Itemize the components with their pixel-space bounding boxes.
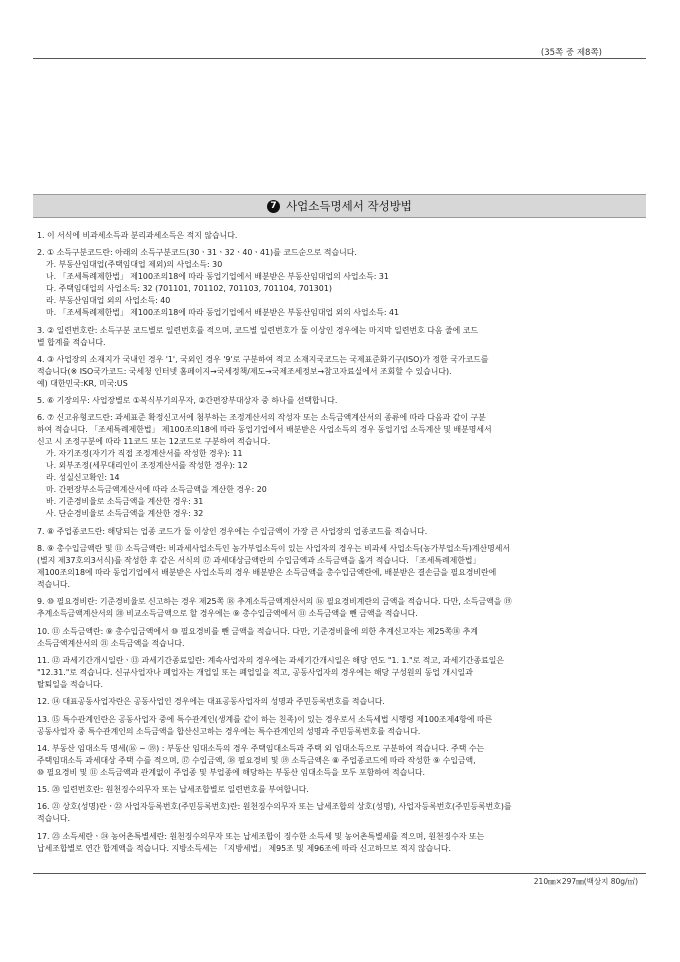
instruction-text: 3. ② 일련번호란: 소득구분 코드별로 일련번호를 적으며, 코드별 일련번호가 둘 이상인 경우에는 마지막 일련번호 다음 줄에 코드 [37,325,479,335]
instruction-subitem: 나. 외부조정(세무대리인이 조정계산서를 작성한 경우): 12 [46,461,248,471]
section-title: 사업소득명세서 작성방법 [286,199,412,213]
instruction-text: 하여 적습니다. 「조세특례제한법」 제100조의18에 따라 동업기업에서 배분받은 사업소득의 경우 동업기업 소득계산 및 배분명세서 [37,425,492,435]
instruction-text: 공동사업자 중 특수관계인의 소득금액을 합산신고하는 경우에는 특수관계인의 성명과 주민등록번호를 적습니다. [37,726,421,736]
instruction-subitem: 가. 자기조정(자기가 직접 조정계산서를 작성한 경우): 11 [46,449,243,459]
instruction-text: 8. ⑨ 총수입금액란 및 ⑪ 소득금액란: 비과세사업소득인 농가부업소득이 있는 사업자의 경우는 비과세 사업소득(농가부업소득)계산명세서 [37,544,511,554]
instruction-item [37,526,641,538]
instruction-text: 1. 이 서식에 비과세소득과 분리과세소득은 적지 않습니다. [37,231,238,240]
instruction-subitem: 마. 간편장부소득금액계산서에 따라 소득금액을 계산한 경우: 20 [46,485,267,495]
instruction-item [37,354,641,390]
instruction-text: 2. ① 소득구분코드란: 아래의 소득구분코드(30ㆍ31ㆍ32ㆍ40ㆍ41)를 코드순으로 적습니다. [37,248,357,258]
instruction-subitem: 다. 주택임대업의 사업소득: 32 (701101, 701102, 701103, 701104, 701301) [46,284,332,294]
instruction-text: (별지 제37호의3서식)를 작성한 후 같은 서식의 ⑰ 과세대상금액란의 수입금액과 소득금액을 옮겨 적습니다. 「조세특례제한법」 [37,556,481,566]
instruction-text: 6. ⑦ 신고유형코드란: 과세표준 확정신고서에 첨부하는 조정계산서의 작성자 또는 소득금액계산서의 종류에 따라 다음과 같이 구분 [37,413,486,423]
instruction-item [37,784,641,796]
instruction-text: 주택임대소득 과세대상 주택 수를 적으며, ⑰ 수입금액, ⑱ 필요경비 및 ⑲ 소득금액은 ⑧ 주업종코드에 따라 작성한 ⑨ 수입금액, [37,755,476,765]
instruction-item [37,412,641,520]
section-header [33,194,646,218]
instruction-text: 14. 부동산 임대소득 명세(⑯ ~ ⑲) : 부동산 임대소득의 경우 주택임대소득과 주택 외 임대소득으로 구분하여 적습니다. 주택 수는 [37,743,485,753]
instruction-item [37,743,641,779]
footer-divider [33,873,646,874]
instruction-text: 10. ⑪ 소득금액란: ⑨ 총수입금액에서 ⑩ 필요경비를 뺀 금액을 적습니다. 다만, 기준경비율에 의한 추계신고자는 제25쪽⑱ 추계 [37,626,478,636]
instruction-text: 예) 대한민국:KR, 미국:US [37,378,128,388]
instruction-subitem: 가. 부동산임대업(주택임대업 제외)의 사업소득: 30 [46,260,223,270]
instruction-text: "12.31."로 적습니다. 신규사업자나 폐업자는 개업일 또는 폐업일을 적고, 공동사업자의 경우에는 해당 구성원의 동업 개시일과 [37,667,473,677]
instruction-item [37,801,641,825]
instructions-list [37,230,641,860]
instruction-text: 탈퇴일을 적습니다. [37,679,103,689]
instruction-item [37,696,641,708]
instruction-text: 적습니다. [37,814,70,824]
section-number-badge: 7 [267,200,280,213]
instruction-text: 신고 시 조정구분에 따라 11코드 또는 12코드로 구분하여 적습니다. [37,437,271,447]
instruction-text: 제100조의18에 따라 동업기업에서 배분받은 사업소득의 경우 배분받은 소득금액을 총수입금액란에, 배분받은 결손금을 필요경비란에 [37,568,497,578]
instruction-text: 적습니다(※ ISO국가코드: 국세청 인터넷 홈페이지→국세정책/제도→국제조세정보→참고자료실에서 조회할 수 있습니다). [37,366,452,376]
instruction-text: 17. ㉓ 소득세란ㆍ㉔ 농어촌특별세란: 원천징수의무자 또는 납세조합이 징수한 소득세 및 농어촌특별세를 적으며, 원천징수자 또는 [37,831,485,841]
instruction-item [37,543,641,591]
instruction-subitem: 바. 기준경비율로 소득금액을 계산한 경우: 31 [46,497,204,507]
header-divider [33,58,646,59]
instruction-subitem: 나. 「조세특례제한법」 제100조의18에 따라 동업기업에서 배분받은 부동산임대업의 사업소득: 31 [46,272,389,282]
instruction-text: 납세조합별로 연간 합계액을 적습니다. 지방소득세는 「지방세법」 제95조 및 제96조에 따라 신고하므로 적지 않습니다. [37,843,451,853]
instruction-text: 12. ⑭ 대표공동사업자란은 공동사업인 경우에는 대표공동사업자의 성명과 주민등록번호를 적습니다. [37,697,385,707]
instruction-item [37,831,641,855]
instruction-item [37,626,641,650]
instruction-item [37,247,641,319]
page-indicator: (35쪽 중 제8쪽) [540,48,602,58]
instruction-item [37,596,641,620]
instruction-text: 소득금액계산서의 ㉑ 소득금액을 적습니다. [37,638,185,648]
instruction-text: 11. ⑫ 과세기간개시일란ㆍ⑬ 과세기간종료일란: 계속사업자의 경우에는 과세기간개시일은 해당 연도 "1. 1."로 적고, 과세기간종료일은 [37,655,505,665]
instruction-text: 7. ⑧ 주업종코드란: 해당되는 업종 코드가 둘 이상인 경우에는 수입금액이 가장 큰 사업장의 업종코드를 적습니다. [37,526,428,536]
instruction-item [37,714,641,738]
instruction-text: 9. ⑩ 필요경비란: 기준경비율로 신고하는 경우 제25쪽 ⑱ 추계소득금액계산서의 ⑯ 필요경비계란의 금액을 적습니다. 다만, 소득금액을 ⑲ [37,597,512,607]
instruction-text: 4. ③ 사업장의 소재지가 국내인 경우 '1', 국외인 경우 '9'로 구분하여 적고 소재지국코드는 국제표준화기구(ISO)가 정한 국가코드를 [37,354,489,364]
instruction-item [37,325,641,349]
instruction-item [37,655,641,691]
instruction-text: 추계소득금액계산서의 ⑳ 비교소득금액으로 할 경우에는 ⑨ 총수입금액에서 ⑪ 소득금액을 뺀 금액을 적습니다. [37,609,418,619]
instruction-text: 별 합계를 적습니다. [37,337,106,347]
instruction-item [37,230,641,242]
instruction-text: 13. ⑮ 특수관계인란은 공동사업자 중에 특수관계인(생계를 같이 하는 친족)이 있는 경우로서 소득세법 시행령 제100조제4항에 따른 [37,714,493,724]
instruction-text: ⑩ 필요경비 및 ⑪ 소득금액과 관계없이 주업종 및 부업종에 해당하는 부동산 임대소득을 모두 포함하여 적습니다. [37,767,425,777]
instruction-subitem: 사. 단순경비율로 소득금액을 계산한 경우: 32 [46,509,204,519]
instruction-text: 적습니다. [37,580,70,590]
instruction-subitem: 라. 부동산임대업 외의 사업소득: 40 [46,296,171,306]
instruction-subitem: 라. 성실신고확인: 14 [46,473,120,483]
instruction-text: 16. ㉑ 상호(성명)란ㆍ㉒ 사업자등록번호(주민등록번호)란: 원천징수의무자 또는 납세조합의 상호(성명), 사업자등록번호(주민등록번호)를 [37,802,512,812]
paper-spec: 210㎜×297㎜(백상지 80g/㎡) [533,877,638,886]
instruction-item [37,395,641,407]
instruction-text: 15. ⑳ 일련번호란: 원천징수의무자 또는 납세조합별로 일련번호를 부여합니다. [37,785,309,795]
instruction-subitem: 마. 「조세특례제한법」 제100조의18에 따라 동업기업에서 배분받은 부동산임대업 외의 사업소득: 41 [46,308,400,318]
instruction-text: 5. ⑥ 기장의무: 사업장별로 ①복식부기의무자, ②간편장부대상자 중 하나를 선택합니다. [37,396,338,406]
